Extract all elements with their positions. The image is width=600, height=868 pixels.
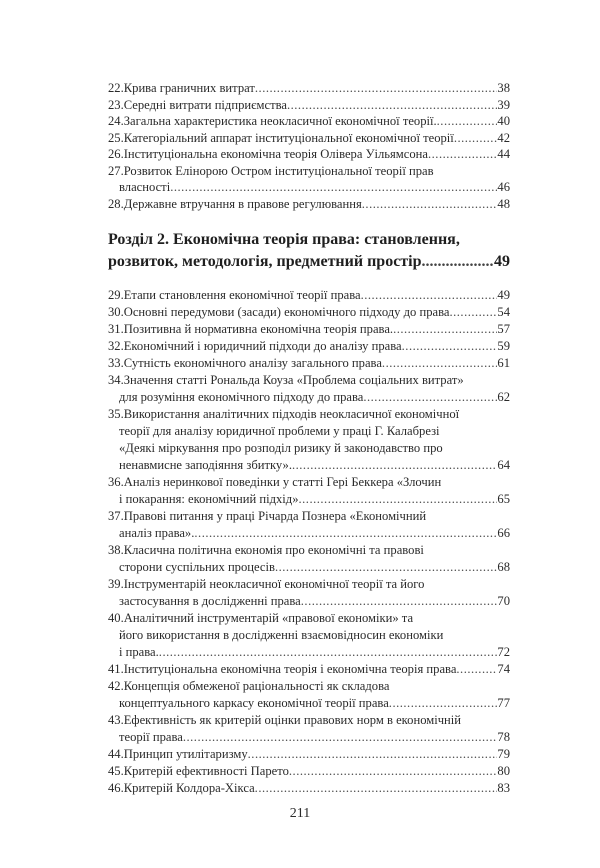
toc-entry bbox=[108, 763, 510, 780]
dot-leader bbox=[363, 389, 497, 406]
toc-entry-page: 61 bbox=[497, 356, 510, 370]
toc-entry-title: 25.Категоріальний аппарат інституціональної економічної теорії bbox=[108, 130, 454, 145]
toc-entry-line bbox=[108, 593, 510, 610]
page-number: 211 bbox=[289, 806, 311, 821]
toc-entry-title: і покарання: економічний підхід» bbox=[119, 492, 299, 506]
toc-entry-line bbox=[108, 80, 510, 97]
toc-entry bbox=[108, 746, 510, 763]
toc-entry-title: 42.Концепція обмеженої раціональності як складова bbox=[108, 679, 390, 693]
toc-entry-title: 31.Позитивна й нормативна економічна теорія права. bbox=[108, 322, 394, 336]
dot-leader bbox=[449, 304, 497, 321]
toc-entry-line bbox=[108, 287, 510, 304]
toc-entry-line bbox=[108, 678, 510, 695]
toc-entry-title: концептуального каркасу економічної теорії права bbox=[119, 696, 389, 710]
toc-entry-title: його використання в дослідженні взаємовідносин економіки bbox=[119, 628, 444, 642]
dot-leader bbox=[299, 491, 498, 508]
toc-entry-page: 39 bbox=[497, 97, 510, 112]
toc-entry bbox=[108, 406, 510, 474]
toc-entry-title: застосування в дослідженні права bbox=[119, 594, 301, 608]
toc-entry-line bbox=[108, 304, 510, 321]
toc-entry-line bbox=[108, 508, 510, 525]
toc-entry bbox=[108, 113, 510, 130]
toc-entry-title: 37.Правові питання у праці Річарда Познера «Економічний bbox=[108, 509, 427, 523]
toc-entry-page: 48 bbox=[497, 196, 510, 211]
toc-entry-title: ненавмисне заподіяння збитку». bbox=[119, 458, 292, 472]
toc-entry-title: 24.Загальна характеристика неокласичної економічної теорії. bbox=[108, 114, 437, 128]
toc-entry-title: 40.Аналітичний інструментарій «правової економіки» та bbox=[108, 611, 414, 625]
toc-entry-title: 33.Сутність економічного аналізу загального права bbox=[108, 356, 382, 370]
toc-entry-title: власності bbox=[119, 180, 171, 194]
toc-entry-page: 68 bbox=[497, 560, 510, 574]
toc-entry-line bbox=[108, 542, 510, 559]
toc-entry-title: теорії для аналізу юридичної проблеми у праці Г. Калабрезі bbox=[119, 424, 440, 438]
toc-entry-title: 35.Використання аналітичних підходів неокласичної економічної bbox=[108, 407, 460, 421]
toc-entry-page: 66 bbox=[497, 526, 510, 540]
dot-leader bbox=[289, 763, 498, 780]
toc-entry-page: 38 bbox=[497, 81, 510, 95]
toc-entry-line bbox=[108, 491, 510, 508]
toc-entry-line bbox=[108, 474, 510, 491]
toc-entry-page: 44 bbox=[497, 147, 510, 161]
toc-entry-line bbox=[108, 559, 510, 576]
toc-entry-title: 41.Інституціональна економічна теорія і економічна теорія права bbox=[108, 662, 457, 676]
toc-entry bbox=[108, 576, 510, 610]
toc-entry-page: 83 bbox=[497, 781, 510, 795]
toc-entry-line bbox=[108, 179, 510, 196]
toc-entry-page: 79 bbox=[497, 747, 510, 761]
toc-entry-line bbox=[108, 457, 510, 474]
toc-entry-line bbox=[108, 97, 510, 114]
toc-entry-title: 45.Критерій ефективності Парето bbox=[108, 764, 289, 778]
toc-entry-line bbox=[108, 440, 510, 457]
toc-entry-line bbox=[108, 695, 510, 712]
toc-entry-line bbox=[108, 644, 510, 661]
toc-entry-line bbox=[108, 712, 510, 729]
toc-entry-title: 22.Крива граничних витрат bbox=[108, 81, 255, 95]
dot-leader bbox=[393, 321, 497, 338]
section-heading-line2: розвиток, методологія, предметний простір bbox=[108, 253, 422, 270]
toc-entry-line bbox=[108, 321, 510, 338]
toc-entry-line bbox=[108, 146, 510, 163]
toc-entry-title: 39.Інструментарій неокласичної економічної теорії та його bbox=[108, 577, 425, 591]
dot-leader bbox=[454, 130, 498, 147]
dot-leader bbox=[287, 97, 497, 114]
toc-entry bbox=[108, 97, 510, 114]
dot-leader bbox=[422, 251, 494, 273]
toc-list-part1 bbox=[108, 80, 510, 212]
toc-entry-title: 30.Основні передумови (засади) економічного підходу до права bbox=[108, 305, 450, 319]
dot-leader bbox=[428, 146, 497, 163]
toc-entry bbox=[108, 661, 510, 678]
toc-entry bbox=[108, 196, 510, 213]
toc-entry-title: 23.Середні витрати підприємства bbox=[108, 97, 287, 112]
toc-entry bbox=[108, 712, 510, 746]
dot-leader bbox=[248, 746, 498, 763]
toc-entry bbox=[108, 542, 510, 576]
toc-entry-line bbox=[108, 389, 510, 406]
toc-entry-line bbox=[108, 610, 510, 627]
toc-entry-page: 59 bbox=[497, 339, 510, 353]
toc-entry bbox=[108, 610, 510, 661]
toc-entry-line bbox=[108, 338, 510, 355]
toc-entry-line bbox=[108, 780, 510, 797]
toc-entry-page: 54 bbox=[497, 305, 510, 319]
toc-entry bbox=[108, 80, 510, 97]
toc-entry-title: 38.Класична політична економія про економічні та правові bbox=[108, 543, 424, 557]
section-heading-line1: Розділ 2. Економічна теорія права: становлення, bbox=[108, 231, 460, 248]
toc-entry-title: для розуміння економічного підходу до права bbox=[119, 390, 364, 404]
toc-entry-line bbox=[108, 355, 510, 372]
toc-entry bbox=[108, 780, 510, 797]
toc-entry bbox=[108, 372, 510, 406]
toc-entry-page: 46 bbox=[497, 180, 510, 194]
dot-leader bbox=[183, 729, 498, 746]
toc-entry-line bbox=[108, 729, 510, 746]
toc-entry bbox=[108, 146, 510, 163]
toc-entry-line bbox=[108, 163, 510, 180]
toc-entry-title: 28.Державне втручання в правове регулювання bbox=[108, 196, 362, 211]
toc-entry-page: 70 bbox=[497, 594, 510, 608]
toc-entry bbox=[108, 321, 510, 338]
toc-entry-page: 40 bbox=[497, 114, 510, 128]
toc-entry-line bbox=[108, 130, 510, 147]
dot-leader bbox=[437, 113, 498, 130]
toc-entry-page: 57 bbox=[497, 322, 510, 336]
dot-leader bbox=[361, 287, 498, 304]
dot-leader bbox=[362, 196, 498, 213]
toc-entry-line bbox=[108, 423, 510, 440]
toc-entry bbox=[108, 678, 510, 712]
section-heading-page: 49 bbox=[494, 253, 510, 270]
toc-entry bbox=[108, 287, 510, 304]
toc-entry-page: 42 bbox=[497, 130, 510, 145]
toc-entry-title: 44.Принцип утилітаризму bbox=[108, 747, 248, 761]
toc-entry-title: «Деякі міркування про розподіл ризику й законодавство про bbox=[119, 441, 443, 455]
toc-entry bbox=[108, 130, 510, 147]
toc-entry-line bbox=[108, 661, 510, 678]
dot-leader bbox=[170, 179, 497, 196]
dot-leader bbox=[255, 80, 498, 97]
dot-leader bbox=[275, 559, 497, 576]
toc-entry-title: 46.Критерій Колдора-Хікса bbox=[108, 781, 255, 795]
dot-leader bbox=[402, 338, 498, 355]
toc-entry-line bbox=[108, 113, 510, 130]
toc-entry-page: 49 bbox=[497, 288, 510, 302]
toc-entry-page: 80 bbox=[497, 764, 510, 778]
toc-entry bbox=[108, 163, 510, 196]
toc-entry-line bbox=[108, 763, 510, 780]
toc-entry-line bbox=[108, 746, 510, 763]
toc-entry bbox=[108, 474, 510, 508]
toc-entry-title: 36.Аналіз неринкової поведінки у статті Гері Беккера «Злочин bbox=[108, 475, 442, 489]
section-heading bbox=[108, 229, 510, 273]
toc-entry bbox=[108, 355, 510, 372]
toc-entry-page: 77 bbox=[497, 696, 510, 710]
toc-entry-page: 65 bbox=[497, 492, 510, 506]
toc-entry-title: 32.Економічний і юридичний підходи до аналізу права bbox=[108, 339, 402, 353]
toc-entry-title: 27.Розвиток Елінорою Остром інституціональної теорії прав bbox=[108, 163, 434, 178]
toc-entry-title: 34.Значення статті Рональда Коуза «Проблема соціальних витрат» bbox=[108, 373, 464, 387]
dot-leader bbox=[301, 593, 498, 610]
toc-entry-page: 78 bbox=[497, 730, 510, 744]
toc-entry-title: 43.Ефективність як критерій оцінки правових норм в економічній bbox=[108, 713, 462, 727]
dot-leader bbox=[389, 695, 498, 712]
toc-entry bbox=[108, 338, 510, 355]
toc-entry-line bbox=[108, 576, 510, 593]
toc-entry bbox=[108, 304, 510, 321]
dot-leader bbox=[382, 355, 497, 372]
toc-list-part2 bbox=[108, 287, 510, 797]
toc-entry-title: і права. bbox=[119, 645, 159, 659]
toc-entry-title: 26.Інституціональна економічна теорія Олівера Уільямсона bbox=[108, 147, 428, 161]
toc-entry-page: 72 bbox=[497, 645, 510, 659]
toc-entry-line bbox=[108, 406, 510, 423]
toc-entry-page: 62 bbox=[497, 390, 510, 404]
toc-entry-line bbox=[108, 525, 510, 542]
toc-entry-title: 29.Етапи становлення економічної теорії права bbox=[108, 288, 361, 302]
toc-entry-line bbox=[108, 196, 510, 213]
toc-entry-title: теорії права bbox=[119, 730, 183, 744]
dot-leader bbox=[456, 661, 497, 678]
toc-entry-page: 64 bbox=[497, 458, 510, 472]
toc-entry-page: 74 bbox=[497, 662, 510, 676]
toc-entry-title: сторони суспільних процесів bbox=[119, 560, 275, 574]
dot-leader bbox=[292, 457, 497, 474]
dot-leader bbox=[255, 780, 498, 797]
toc-entry-line bbox=[108, 372, 510, 389]
section-heading-line2-row bbox=[108, 251, 510, 273]
dot-leader bbox=[194, 525, 497, 542]
dot-leader bbox=[159, 644, 498, 661]
toc-entry-title: аналіз права». bbox=[119, 526, 195, 540]
toc-entry-line bbox=[108, 627, 510, 644]
toc-entry bbox=[108, 508, 510, 542]
